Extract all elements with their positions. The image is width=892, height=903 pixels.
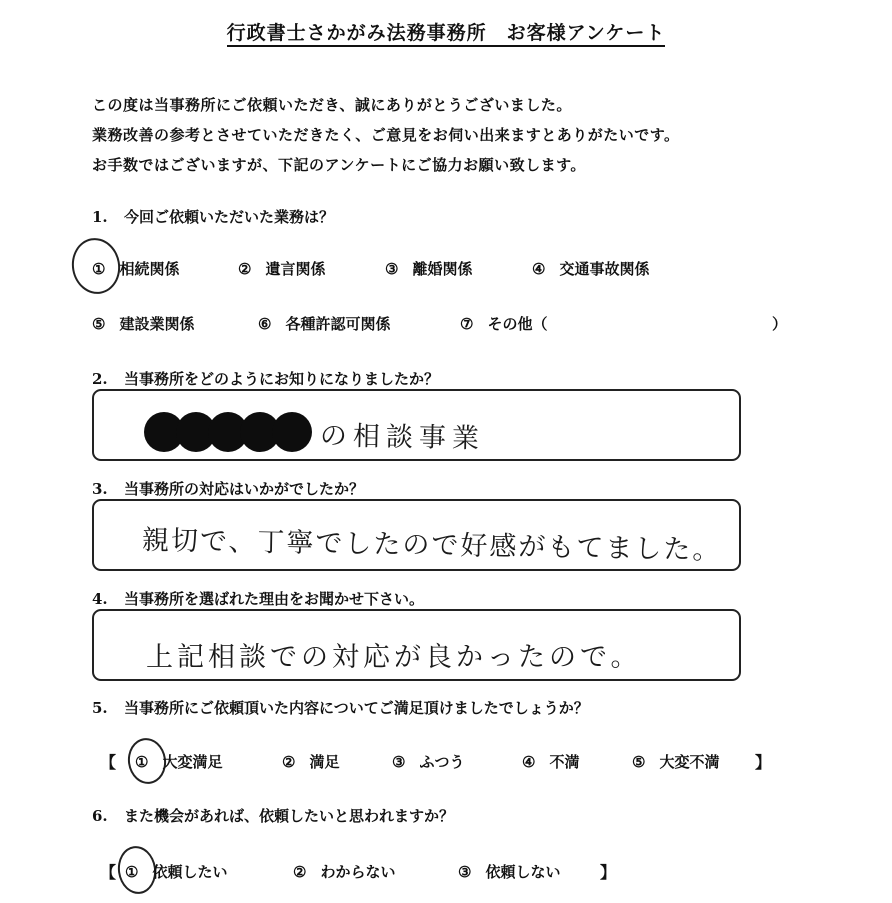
q1-option-4[interactable]: ④ 交通事故関係 <box>532 260 650 278</box>
q6-open-bracket: 【 <box>100 863 117 882</box>
q6-option-1[interactable]: ① 依頼したい <box>125 863 228 881</box>
q6-close-bracket: 】 <box>600 863 617 882</box>
q2-handwritten-answer: の相談事業 <box>319 420 486 455</box>
q6-option-3[interactable]: ③ 依頼しない <box>458 863 561 881</box>
q2-answer-box[interactable] <box>92 389 741 461</box>
intro-line-1: この度は当事務所にご依頼いただき、誠にありがとうございました。 <box>92 96 572 114</box>
intro-line-2: 業務改善の参考とさせていただきたく、ご意見をお伺い出来ますとありがたいです。 <box>92 126 680 144</box>
question-4: 4. 当事務所を選ばれた理由をお聞かせ下さい。 <box>92 590 425 608</box>
question-1: 1. 今回ご依頼いただいた業務は？ <box>92 208 335 226</box>
question-2: 2. 当事務所をどのようにお知りになりましたか？ <box>92 370 440 388</box>
q5-option-4[interactable]: ④ 不満 <box>522 753 580 771</box>
q6-option-2[interactable]: ② わからない <box>293 863 396 881</box>
q1-option-2[interactable]: ② 遺言関係 <box>238 260 326 278</box>
q1-option-6[interactable]: ⑥ 各種許認可関係 <box>258 315 391 333</box>
intro-line-3: お手数ではございますが、下記のアンケートにご協力お願い致します。 <box>92 156 586 174</box>
q5-option-3[interactable]: ③ ふつう <box>392 753 465 771</box>
question-5: 5. 当事務所にご依頼頂いた内容についてご満足頂けましたでしょうか？ <box>92 699 589 717</box>
q1-option-5[interactable]: ⑤ 建設業関係 <box>92 315 195 333</box>
q1-option-7[interactable]: ⑦ その他（ <box>460 315 548 333</box>
q1-other-close-paren: ） <box>772 315 788 333</box>
q3-answer-box[interactable] <box>92 499 741 571</box>
survey-title: 行政書士さかがみ法務事務所 お客様アンケート <box>0 18 892 45</box>
q5-option-2[interactable]: ② 満足 <box>282 753 340 771</box>
question-3: 3. 当事務所の対応はいかがでしたか？ <box>92 480 365 498</box>
q5-option-5[interactable]: ⑤ 大変不満 <box>632 753 720 771</box>
question-6: 6. また機会があれば、依頼したいと思われますか？ <box>92 807 455 825</box>
redaction-dot <box>272 412 312 452</box>
q1-option-1[interactable]: ① 相続関係 <box>92 260 180 278</box>
q4-answer-box[interactable] <box>92 609 741 681</box>
q4-handwritten-answer: 上記相談での対応が良かったので。 <box>146 642 642 673</box>
q5-close-bracket: 】 <box>755 753 772 772</box>
q3-handwritten-answer: 親切で、丁寧でしたので好感がもてました。 <box>141 524 722 567</box>
q5-option-1[interactable]: ① 大変満足 <box>135 753 223 771</box>
q5-open-bracket: 【 <box>100 753 117 772</box>
q1-option-3[interactable]: ③ 離婚関係 <box>385 260 473 278</box>
